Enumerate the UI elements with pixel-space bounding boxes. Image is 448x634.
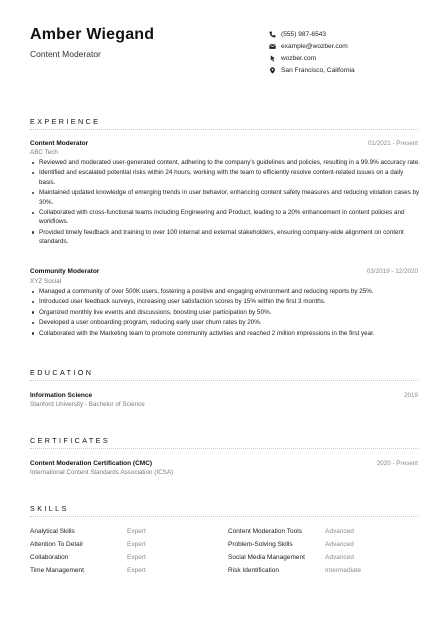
certificates-heading: CERTIFICATES	[30, 436, 111, 445]
experience-heading: EXPERIENCE	[30, 117, 101, 126]
certificate-date: 2020 - Present	[376, 460, 418, 467]
location-icon	[268, 66, 276, 74]
contact-email[interactable]	[268, 40, 438, 52]
education-degree: Information Science	[30, 392, 93, 399]
experience-divider	[30, 129, 418, 130]
skill-level: Expert	[127, 554, 146, 561]
skill-name: Content Moderation Tools	[228, 528, 302, 535]
contact-website-text: wozber.com	[281, 54, 317, 62]
job-company: XYZ Social	[30, 278, 62, 285]
job-bullets	[30, 287, 420, 339]
job-date: 03/2019 - 12/2020	[366, 268, 418, 275]
email-icon	[268, 42, 276, 50]
list-item: Collaborated with cross-functional teams including Engineering and Product, leading to a 20% enhancement in content policies and workflows.	[30, 208, 420, 227]
contact-phone[interactable]	[268, 28, 438, 40]
candidate-name: Amber Wiegand	[30, 26, 155, 43]
list-item: Maintained updated knowledge of emerging trends in user behavior, enhancing content safety measures and reducing violation cases by 30%.	[30, 188, 420, 207]
skill-level: Intermediate	[325, 567, 362, 574]
education-school: Stanford University - Bachelor of Science	[30, 401, 145, 408]
job-company: ABC Tech	[30, 149, 58, 156]
certificate-issuer: International Content Standards Association (ICSA)	[30, 469, 174, 476]
phone-icon	[268, 30, 276, 38]
certificates-divider	[30, 448, 418, 449]
list-item: Managed a community of over 500K users, fostering a positive and engaging environment and reducing reports by 25%.	[30, 287, 420, 296]
job-bullets	[30, 158, 420, 248]
contact-phone-text: (555) 987-6543	[281, 30, 327, 38]
skill-level: Advanced	[325, 541, 354, 548]
skills-heading: SKILLS	[30, 504, 69, 513]
candidate-role: Content Moderator	[30, 49, 101, 59]
list-item: Organized monthly live events and discussions, boosting user participation by 50%.	[30, 308, 420, 317]
skill-level: Advanced	[325, 528, 354, 535]
contact-location-text: San Francisco, California	[281, 66, 355, 74]
list-item: Reviewed and moderated user-generated content, adhering to the company's guidelines and policies, resulting in a 99.9% accuracy rate.	[30, 158, 420, 167]
education-heading: EDUCATION	[30, 368, 94, 377]
skill-level: Expert	[127, 567, 146, 574]
contact-list	[268, 28, 438, 76]
education-divider	[30, 380, 418, 381]
skill-level: Expert	[127, 541, 146, 548]
skill-name: Collaboration	[30, 554, 69, 561]
skill-name: Attention To Detail	[30, 541, 83, 548]
education-year: 2019	[403, 392, 418, 399]
certificate-name: Content Moderation Certification (CMC)	[30, 460, 153, 467]
job-title: Content Moderator	[30, 140, 89, 147]
contact-website[interactable]	[268, 52, 438, 64]
skills-divider	[30, 516, 418, 517]
list-item: Collaborated with the Marketing team to promote community activities and reached 2 million impressions in the first year.	[30, 329, 420, 338]
job-date: 01/2021 - Present	[367, 140, 418, 147]
contact-location	[268, 64, 438, 76]
skill-name: Analytical Skills	[30, 528, 75, 535]
skill-name: Risk Identification	[228, 567, 279, 574]
skill-name: Social Media Management	[228, 554, 305, 561]
skill-name: Problem-Solving Skills	[228, 541, 293, 548]
skill-level: Advanced	[325, 554, 354, 561]
job-title: Community Moderator	[30, 268, 100, 275]
link-icon	[268, 54, 276, 62]
skill-name: Time Management	[30, 567, 84, 574]
list-item: Provided timely feedback and training to over 100 internal and external stakeholders, ensuring company-wide alignment on content standards.	[30, 228, 420, 247]
list-item: Developed a user onboarding program, reducing early user churn rates by 20%.	[30, 318, 420, 327]
list-item: Introduced user feedback surveys, increasing user satisfaction scores by 15% within the first 3 months.	[30, 297, 420, 306]
skill-level: Expert	[127, 528, 146, 535]
contact-email-text: example@wozber.com	[281, 42, 348, 50]
list-item: Identified and escalated potential risks within 24 hours, working with the team to efficiently resolve content-related issues on a daily basis.	[30, 168, 420, 187]
